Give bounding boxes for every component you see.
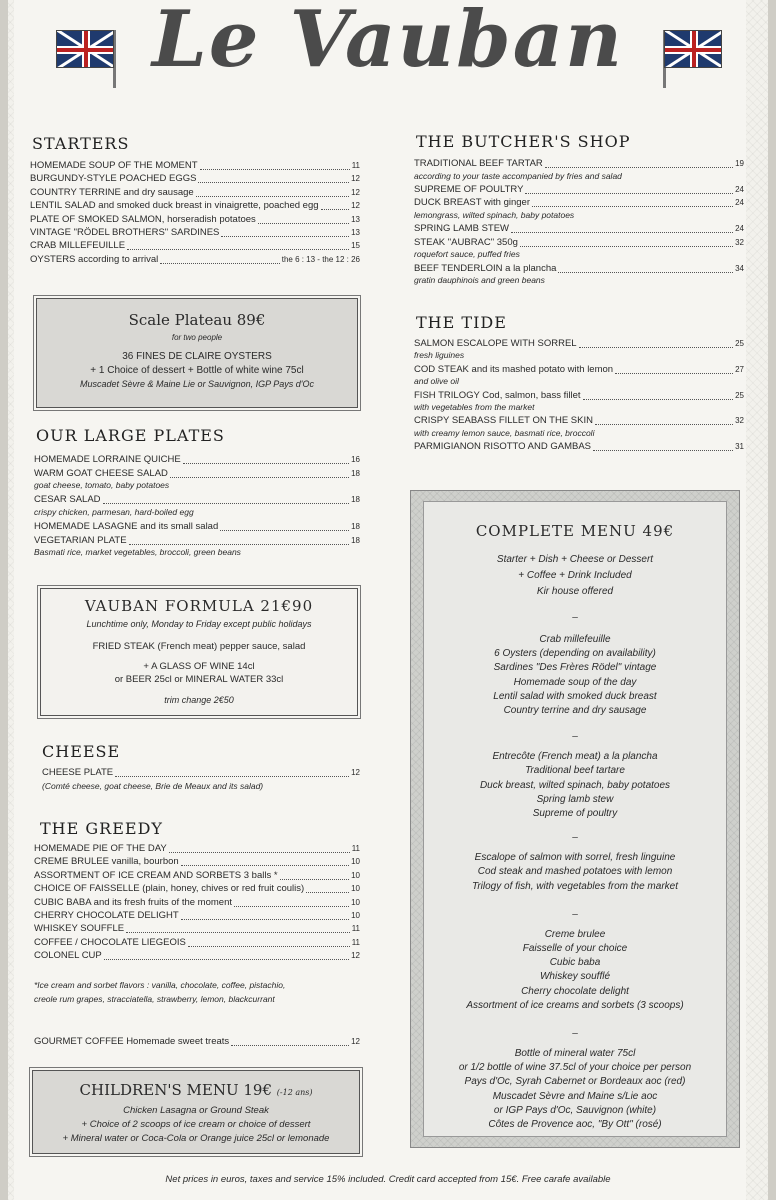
butcher-item-name: TRADITIONAL BEEF TARTAR [414, 158, 543, 169]
starter-item-leader [221, 236, 349, 237]
tide-item-name: PARMIGIANON RISOTTO AND GAMBAS [414, 441, 592, 453]
greedy-item-price: 10 [351, 870, 360, 880]
starter-item [30, 227, 360, 239]
large-plate-item-leader [220, 530, 349, 531]
greedy-item-leader [104, 959, 349, 960]
greedy-item-price: 12 [351, 951, 360, 961]
flavors-note-2: creole rum grapes, stracciatella, strawberry, lemon, blackcurrant [34, 994, 275, 1004]
starter-item-name: HOMEMADE SOUP OF THE MOMENT [30, 160, 198, 171]
large-plate-item-price: 18 [351, 522, 360, 532]
greedy-item-leader [181, 865, 349, 866]
gourmet-coffee-name: GOURMET COFFEE Homemade sweet treats [34, 1036, 230, 1047]
large-plate-item-name: VEGETARIAN PLATE [34, 534, 127, 546]
greedy-item-name: HOMEMADE PIE OF THE DAY [34, 843, 167, 854]
large-plate-item-price: 18 [351, 535, 360, 545]
greedy-item-price: 11 [351, 844, 360, 853]
greedy-item [34, 856, 360, 868]
complete-starters-line: Country terrine and dry sausage [503, 705, 647, 716]
footer-note: Net prices in euros, taxes and service 15% included. Credit card accepted from 15€. Free carafe available [165, 1174, 611, 1185]
tide-item-price: 25 [735, 339, 744, 348]
greedy-item [34, 910, 360, 922]
greedy-item [34, 870, 360, 882]
starter-item-price: 13 [351, 228, 360, 237]
formula-sub: Lunchtime only, Monday to Friday except public holidays [86, 619, 312, 629]
starter-item-name: BURGUNDY-STYLE POACHED EGGS [30, 173, 197, 185]
tide-item-leader [583, 399, 734, 400]
starter-item-leader [198, 182, 349, 183]
greedy-item-price: 10 [351, 897, 360, 907]
complete-fish-line: Escalope of salmon with sorrel, fresh linguine [474, 852, 676, 864]
tide-item-price: 27 [735, 364, 744, 374]
greedy-heading: THE GREEDY [40, 819, 163, 838]
large-plate-item [34, 494, 360, 506]
starter-item-leader [127, 249, 349, 250]
butcher-item-name: DUCK BREAST with ginger [414, 197, 530, 209]
tide-item-name: SALMON ESCALOPE WITH SORREL [414, 338, 577, 349]
greedy-item-name: CREME BRULEE vanilla, bourbon [34, 856, 179, 868]
formula-line4: trim change 2€50 [164, 695, 234, 705]
large-plate-item-leader [129, 544, 350, 545]
large-plates-heading: OUR LARGE PLATES [36, 426, 225, 445]
complete-menu-title: COMPLETE MENU 49€ [475, 522, 675, 540]
complete-drinks-line: Bottle of mineral water 75cl [514, 1048, 636, 1059]
complete-desserts-line: Assortment of ice creams and sorbets (3 scoops) [466, 999, 684, 1011]
tide-item-price: 25 [735, 390, 744, 400]
starter-item-leader [196, 196, 349, 197]
complete-separator: – [572, 908, 578, 920]
butcher-item-price: 24 [735, 198, 744, 208]
large-plate-item [34, 454, 360, 466]
greedy-item-name: CHERRY CHOCOLATE DELIGHT [34, 910, 179, 921]
large-plate-item-price: 16 [351, 455, 360, 464]
butcher-item-price: 32 [735, 237, 744, 247]
starter-item-price: 12 [351, 187, 360, 197]
tide-item-name: FISH TRILOGY Cod, salmon, bass fillet [414, 389, 581, 401]
complete-intro-line: + Coffee + Drink Included [518, 570, 632, 581]
complete-starters-line: Lentil salad with smoked duck breast [493, 690, 657, 702]
greedy-item-name: WHISKEY SOUFFLE [34, 923, 125, 935]
greedy-item-leader [234, 906, 349, 907]
butcher-item-leader [511, 232, 733, 233]
greedy-item-leader [280, 879, 350, 880]
large-plate-item-leader [183, 463, 349, 464]
complete-drinks-line: or 1/2 bottle of wine 37.5cl of your choice per person [458, 1062, 692, 1074]
butcher-item-leader [558, 272, 733, 273]
formula-box [40, 588, 358, 716]
greedy-item-price: 11 [351, 937, 360, 947]
complete-mains-line: Spring lamb stew [536, 793, 614, 805]
greedy-item-name: COLONEL CUP [34, 950, 102, 962]
plateau-title: Scale Plateau 89€ [128, 311, 266, 329]
starter-item [30, 173, 360, 185]
butcher-item-name: BEEF TENDERLOIN a la plancha [414, 262, 557, 274]
starter-item-leader [200, 169, 350, 170]
complete-menu-frame [410, 490, 740, 1148]
large-plate-item-name: HOMEMADE LORRAINE QUICHE [34, 454, 181, 465]
starter-item-name: OYSTERS according to arrival [30, 253, 159, 265]
children-line2: + Choice of 2 scoops of ice cream or choice of dessert [81, 1119, 311, 1130]
children-line3: + Mineral water or Coca-Cola or Orange juice 25cl or lemonade [62, 1133, 330, 1144]
tide-item-desc: with creamy lemon sauce, basmati rice, broccoli [414, 427, 595, 438]
children-title: CHILDREN'S MENU 19€ [79, 1081, 272, 1099]
complete-fish-line: Cod steak and mashed potatoes with lemon [477, 866, 673, 878]
complete-drinks-line: or IGP Pays d'Oc, Sauvignon (white) [493, 1104, 657, 1116]
complete-desserts-line: Whiskey soufflé [539, 971, 611, 983]
starter-item-price: 12 [351, 201, 360, 211]
butcher-item-price: 24 [735, 184, 744, 194]
gourmet-coffee-row [34, 1036, 360, 1048]
greedy-item-leader [126, 932, 350, 933]
complete-starters-line: Homemade soup of the day [513, 676, 637, 688]
complete-desserts-line: Creme brulee [544, 928, 606, 940]
greedy-item [34, 923, 360, 935]
large-plate-item-leader [170, 477, 349, 478]
starter-item [30, 160, 360, 172]
complete-intro-line: Kir house offered [536, 586, 614, 597]
greedy-item-name: CHOICE OF FAISSELLE (plain, honey, chives or red fruit coulis) [34, 883, 305, 895]
large-plate-item-price: 18 [351, 468, 360, 478]
plateau-line3: Muscadet Sèvre & Maine Lie or Sauvignon, IGP Pays d'Oc [80, 379, 314, 389]
tide-item-desc: fresh liguines [414, 350, 465, 361]
butcher-item [414, 158, 744, 170]
plateau-line2: + 1 Choice of dessert + Bottle of white wine 75cl [90, 365, 304, 376]
butcher-item-leader [545, 167, 733, 168]
large-plate-item [34, 468, 360, 480]
starter-item [30, 187, 360, 199]
cheese-heading: CHEESE [42, 742, 121, 761]
large-plate-item-desc: crispy chicken, parmesan, hard-boiled egg [34, 507, 194, 517]
large-plate-item [34, 535, 360, 547]
butcher-item [414, 237, 744, 249]
formula-line2: + A GLASS OF WINE 14cl [143, 661, 255, 672]
butcher-item-desc: gratin dauphinois and green beans [414, 275, 545, 286]
complete-menu-panel [423, 501, 727, 1137]
gourmet-coffee-price: 12 [351, 1037, 360, 1046]
formula-line3: or BEER 25cl or MINERAL WATER 33cl [114, 674, 284, 685]
tide-item [414, 441, 744, 453]
large-plate-item-desc: Basmati rice, market vegetables, broccoli, green beans [34, 547, 241, 558]
butcher-item-leader [520, 246, 733, 247]
complete-starters-line: Sardines "Des Frères Rödel" vintage [493, 662, 657, 674]
starter-item-leader [321, 209, 350, 210]
children-box [32, 1070, 360, 1154]
complete-mains-line: Supreme of poultry [532, 808, 618, 819]
complete-separator: – [572, 731, 578, 743]
large-plate-item [34, 521, 360, 533]
complete-desserts-line: Faisselle of your choice [522, 943, 628, 954]
complete-separator: – [572, 612, 578, 623]
tide-item-name: CRISPY SEABASS FILLET ON THE SKIN [414, 415, 593, 427]
tide-item-leader [595, 424, 733, 425]
large-plate-item-name: HOMEMADE LASAGNE and its small salad [34, 521, 219, 533]
greedy-item-name: COFFEE / CHOCOLATE LIEGEOIS [34, 936, 186, 948]
greedy-item [34, 950, 360, 962]
starter-item-name: CRAB MILLEFEUILLE [30, 240, 126, 252]
complete-drinks-line: Pays d'Oc, Syrah Cabernet or Bordeaux aoc (red) [464, 1076, 686, 1088]
complete-mains-line: Entrecôte (French meat) a la plancha [492, 751, 658, 763]
starter-item-name: LENTIL SALAD and smoked duck breast in vinaigrette, poached egg [30, 200, 319, 212]
starter-item [30, 200, 360, 212]
greedy-item-leader [188, 946, 350, 947]
restaurant-title: Le Vauban [151, 0, 625, 85]
large-plate-item-desc: goat cheese, tomato, baby potatoes [34, 480, 170, 491]
cheese-plate-sub: (Comté cheese, goat cheese, Brie de Meaux and its salad) [42, 781, 264, 791]
butcher-item-name: SPRING LAMB STEW [414, 223, 510, 235]
large-plate-item-leader [103, 503, 350, 504]
complete-mains-line: Traditional beef tartare [525, 765, 625, 777]
greedy-item [34, 883, 360, 895]
tide-heading: THE TIDE [416, 313, 507, 332]
tide-item-leader [579, 347, 734, 348]
starter-item-price: 15 [351, 241, 360, 251]
starter-item-name: VINTAGE "RÖDEL BROTHERS" SARDINES [30, 227, 220, 238]
large-plate-item-name: CESAR SALAD [34, 494, 101, 506]
starters-heading: STARTERS [32, 134, 130, 153]
butcher-item-price: 24 [735, 224, 744, 234]
butcher-item [414, 197, 744, 209]
complete-desserts-line: Cubic baba [549, 957, 601, 969]
tide-item [414, 338, 744, 350]
greedy-item-leader [169, 852, 350, 853]
complete-drinks-line: Muscadet Sèvre and Maine s/Lie aoc [492, 1090, 658, 1102]
formula-title: VAUBAN FORMULA 21€90 [84, 597, 314, 615]
greedy-item [34, 843, 360, 855]
greedy-item-name: CUBIC BABA and its fresh fruits of the moment [34, 896, 232, 908]
starter-item [30, 214, 360, 226]
complete-mains-line: Duck breast, wilted spinach, baby potatoes [479, 779, 671, 791]
tide-item [414, 390, 744, 402]
starter-item [30, 240, 360, 252]
greedy-item-price: 11 [351, 924, 360, 934]
starter-item-price: 13 [351, 214, 360, 224]
cheese-plate-price: 12 [351, 768, 360, 777]
large-plate-item-price: 18 [351, 495, 360, 505]
butcher-item-leader [525, 193, 733, 194]
butcher-item-leader [532, 206, 733, 207]
starter-item-name: PLATE OF SMOKED SALMON, horseradish potatoes [30, 213, 256, 225]
starter-item-name: COUNTRY TERRINE and dry sausage [30, 186, 194, 198]
flavors-note-1: *Ice cream and sorbet flavors : vanilla, chocolate, coffee, pistachio, [34, 980, 286, 990]
greedy-item-leader [181, 919, 349, 920]
butcher-item [414, 223, 744, 235]
complete-desserts-line: Cherry chocolate delight [521, 985, 629, 997]
complete-separator: – [572, 832, 578, 844]
butcher-item-price: 19 [735, 159, 744, 168]
formula-line1: FRIED STEAK (French meat) pepper sauce, salad [92, 641, 306, 652]
tide-item-price: 32 [735, 416, 744, 426]
cheese-plate-name: CHEESE PLATE [42, 767, 114, 778]
starter-item-price: 12 [351, 174, 360, 184]
large-plate-item-name: WARM GOAT CHEESE SALAD [34, 467, 168, 479]
children-line1: Chicken Lasagna or Ground Steak [123, 1105, 269, 1116]
tide-item [414, 415, 744, 427]
tide-item-name: COD STEAK and its mashed potato with lemon [414, 363, 614, 375]
plateau-box [36, 298, 358, 408]
complete-fish-line: Trilogy of fish, with vegetables from the market [471, 880, 678, 892]
starter-item-price: 11 [351, 161, 360, 170]
complete-starters-line: 6 Oysters (depending on availability) [494, 648, 656, 660]
butcher-heading: THE BUTCHER'S SHOP [416, 132, 631, 151]
plateau-sub: for two people [171, 333, 223, 342]
butcher-item-desc: according to your taste accompanied by fries and salad [414, 170, 622, 181]
tide-item [414, 364, 744, 376]
complete-starters-line: Crab millefeuille [539, 634, 611, 645]
butcher-item-name: SUPREME OF POULTRY [414, 183, 524, 195]
starter-item-price: the 6 : 13 - the 12 : 26 [281, 254, 360, 264]
complete-drinks-line: Côtes de Provence aoc, "By Ott" (rosé) [488, 1119, 662, 1130]
greedy-item-name: ASSORTMENT OF ICE CREAM AND SORBETS 3 balls * [34, 869, 278, 881]
cheese-plate-row [42, 767, 360, 779]
butcher-item-name: STEAK "AUBRAC" 350g [414, 236, 518, 248]
greedy-item-price: 10 [351, 884, 360, 894]
starter-item-leader [160, 263, 279, 264]
greedy-item-price: 10 [351, 911, 360, 920]
greedy-item-price: 10 [351, 857, 360, 867]
children-age: (-12 ans) [276, 1088, 313, 1097]
butcher-item [414, 184, 744, 196]
butcher-item-desc: lemongrass, wilted spinach, baby potatoes [414, 209, 575, 220]
greedy-item [34, 937, 360, 949]
butcher-item-price: 34 [735, 263, 744, 273]
tide-item-leader [615, 373, 733, 374]
tide-item-desc: with vegetables from the market [414, 401, 535, 412]
tide-item-leader [593, 450, 733, 451]
greedy-item-leader [306, 892, 349, 893]
tide-item-price: 31 [735, 442, 744, 452]
complete-separator: – [572, 1028, 578, 1039]
butcher-item-desc: roquefort sauce, puffed fries [414, 249, 520, 260]
plateau-line1: 36 FINES DE CLAIRE OYSTERS [122, 351, 272, 362]
starter-item-leader [258, 223, 349, 224]
butcher-item [414, 263, 744, 275]
tide-item-desc: and olive oil [414, 376, 459, 386]
starter-item [30, 254, 360, 266]
greedy-item [34, 897, 360, 909]
complete-intro-line: Starter + Dish + Cheese or Dessert [496, 554, 654, 565]
